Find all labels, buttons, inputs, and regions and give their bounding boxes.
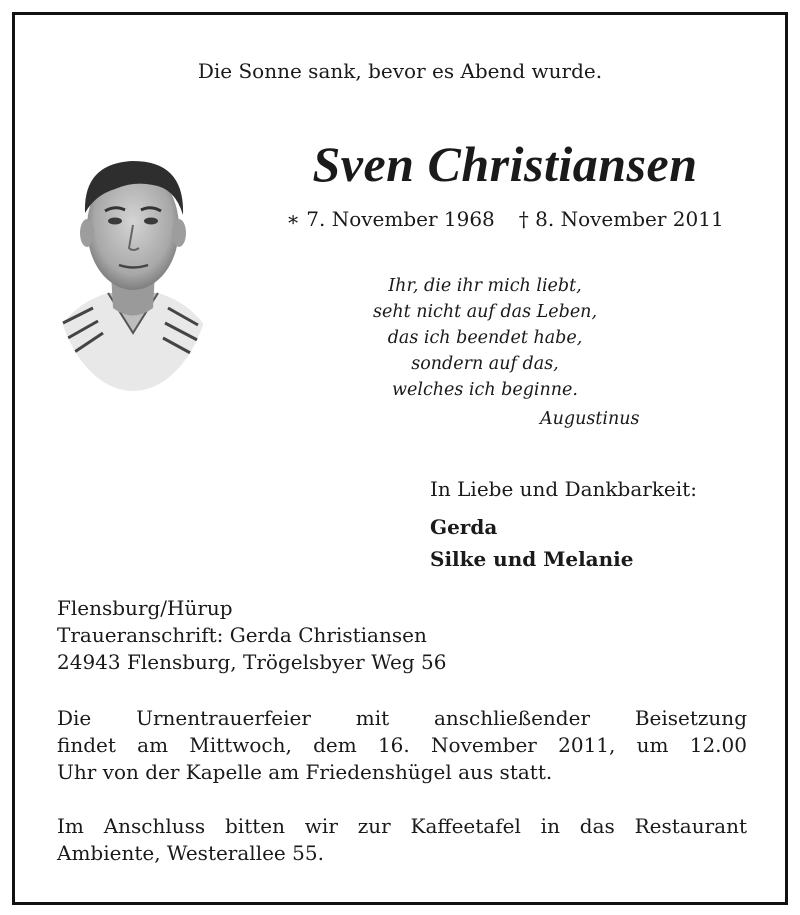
- address-line: Traueranschrift: Gerda Christiansen: [57, 623, 427, 647]
- ceremony-line: Die Urnentrauerfeier mit anschließender Beisetzung: [57, 706, 747, 730]
- life-dates: [245, 207, 765, 231]
- portrait-photo: [53, 133, 213, 393]
- poem-line: Ihr, die ihr mich liebt,: [388, 276, 582, 296]
- motto-line: Die Sonne sank, bevor es Abend wurde.: [197, 59, 603, 83]
- obituary-frame: [12, 12, 788, 905]
- mourners-names: [430, 511, 634, 575]
- mourner-name: Gerda: [430, 515, 498, 539]
- poem: [315, 273, 655, 403]
- ceremony-line: findet am Mittwoch, dem 16. November 2011, um 12.00: [57, 733, 747, 757]
- ceremony-line: Uhr von der Kapelle am Friedenshügel aus statt.: [57, 760, 553, 784]
- poem-line: seht nicht auf das Leben,: [372, 302, 598, 322]
- poem-line: das ich beendet habe,: [387, 328, 583, 348]
- address-line: 24943 Flensburg, Trögelsbyer Weg 56: [57, 650, 447, 674]
- reception-line: Ambiente, Westerallee 55.: [57, 841, 324, 865]
- death-date: † 8. November 2011: [518, 207, 724, 231]
- poem-line: welches ich beginne.: [392, 380, 578, 400]
- birth-date: ∗ 7. November 1968: [286, 207, 495, 231]
- mourners-intro: In Liebe und Dankbarkeit:: [430, 477, 697, 501]
- poem-line: sondern auf das,: [411, 354, 559, 374]
- reception-paragraph: [57, 813, 747, 867]
- reception-line: Im Anschluss bitten wir zur Kaffeetafel in das Restaurant: [57, 814, 747, 838]
- mourning-address: [57, 595, 446, 676]
- address-line: Flensburg/Hürup: [57, 596, 233, 620]
- mourner-name: Silke und Melanie: [430, 547, 634, 571]
- poem-author: Augustinus: [540, 409, 640, 429]
- ceremony-paragraph: [57, 705, 747, 786]
- deceased-name: Sven Christiansen: [312, 136, 698, 192]
